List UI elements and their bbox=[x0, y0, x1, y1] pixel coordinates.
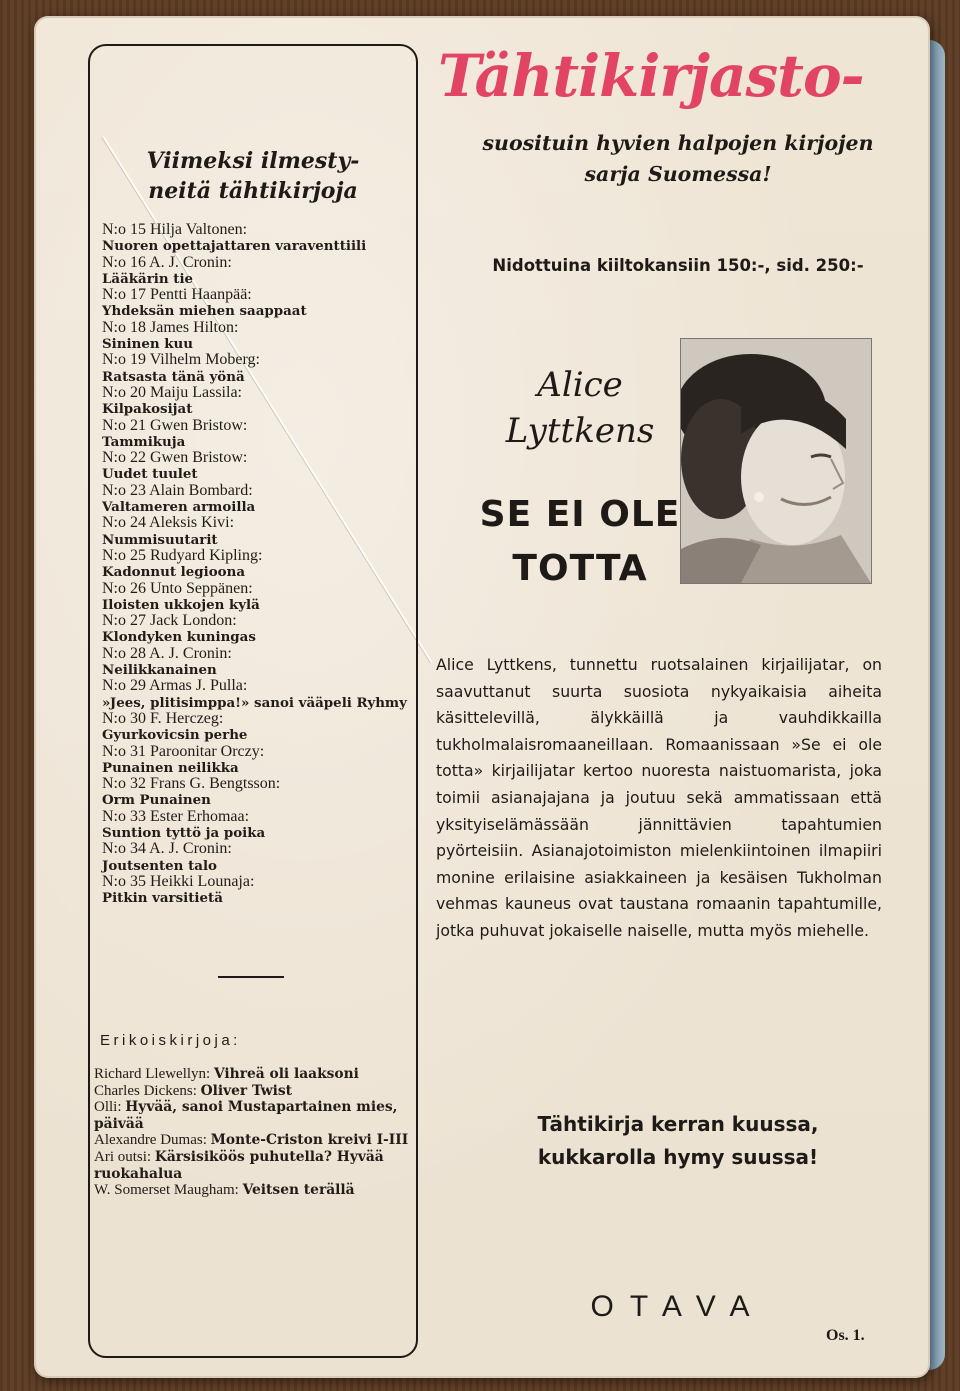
special-book-item bbox=[94, 1132, 410, 1149]
book-list-title: Pitkin varsitietä bbox=[102, 890, 223, 907]
book-list-number-author: N:o 23 Alain Bombard: bbox=[102, 481, 253, 499]
book-list-item bbox=[102, 352, 412, 385]
book-list-item bbox=[102, 841, 412, 874]
special-book-title: Hyvää, sanoi Mustapartainen mies, päivää bbox=[94, 1099, 398, 1132]
book-list-number-author: N:o 17 Pentti Haanpää: bbox=[102, 286, 252, 304]
special-book-title: Oliver Twist bbox=[200, 1082, 293, 1099]
book-list-title: Tammikuja bbox=[102, 433, 186, 450]
book-list-number-author: N:o 32 Frans G. Bengtsson: bbox=[102, 775, 281, 793]
book-list-title: Punainen neilikka bbox=[102, 759, 239, 776]
book-title-line1: SE EI OLE bbox=[479, 494, 681, 535]
book-list-title: Klondyken kuningas bbox=[102, 629, 256, 646]
special-book-title: Veitsen terällä bbox=[242, 1182, 355, 1199]
book-list-title: Nummisuutarit bbox=[102, 531, 218, 548]
book-list-number-author: N:o 15 Hilja Valtonen: bbox=[102, 221, 248, 238]
book-list-item bbox=[102, 320, 412, 353]
special-book-item bbox=[94, 1099, 410, 1132]
special-books-list bbox=[94, 1066, 410, 1199]
book-title bbox=[450, 488, 710, 596]
book-list-number-author: N:o 31 Paroonitar Orczy: bbox=[102, 742, 265, 760]
book-list-item bbox=[102, 613, 412, 646]
book-list-number-author: N:o 16 A. J. Cronin: bbox=[102, 253, 232, 271]
special-book-item bbox=[94, 1182, 410, 1199]
series-subtitle bbox=[438, 128, 918, 190]
book-list-item bbox=[102, 776, 412, 809]
book-list-title: Gyurkovicsin perhe bbox=[102, 727, 248, 744]
book-list-item bbox=[102, 548, 412, 581]
special-book-author: Charles Dickens: bbox=[94, 1082, 201, 1099]
special-book-author: Ari outsi: bbox=[94, 1148, 155, 1165]
special-books-heading: Erikoiskirjoja: bbox=[100, 1032, 241, 1049]
author-last-name: Lyttkens bbox=[505, 411, 655, 451]
book-list-item bbox=[102, 678, 412, 711]
special-book-item bbox=[94, 1149, 410, 1182]
book-list-item bbox=[102, 744, 412, 777]
series-subtitle-line2: sarja Suomessa! bbox=[584, 162, 772, 186]
book-list-item bbox=[102, 515, 412, 548]
series-slogan bbox=[438, 1108, 918, 1174]
book-list-item bbox=[102, 418, 412, 451]
book-list-title: Orm Punainen bbox=[102, 792, 211, 809]
special-book-author: W. Somerset Maugham: bbox=[94, 1182, 243, 1199]
book-list-number-author: N:o 35 Heikki Lounaja: bbox=[102, 872, 255, 890]
book-list-item bbox=[102, 483, 412, 516]
book-list-number-author: N:o 28 A. J. Cronin: bbox=[102, 644, 232, 662]
book-list-number-author: N:o 26 Unto Seppänen: bbox=[102, 579, 253, 597]
book-list-number-author: N:o 25 Rudyard Kipling: bbox=[102, 546, 263, 564]
book-list-number-author: N:o 20 Maiju Lassila: bbox=[102, 383, 242, 401]
book-list-number-author: N:o 33 Ester Erhomaa: bbox=[102, 807, 250, 825]
author-portrait-image bbox=[681, 339, 871, 583]
book-list-number-author: N:o 30 F. Herczeg: bbox=[102, 709, 224, 727]
special-book-item bbox=[94, 1066, 410, 1083]
book-description: Alice Lyttkens, tunnettu ruotsalainen kirjailijatar, on saavuttanut suurta suosiota nykyaikaisia aiheita käsittelevillä, älykkäillä ja vauhdikkailla tukholmalaisromaaneillaan. Romaanissaan »Se ei ole totta» kirjailijatar kertoo nuoresta naistuomarista, joka toimii asianajajana ja joutuu sekä ammatissaan että yksityiselämässään jännittävien tapahtumien pyörteisiin. Asianajotoimiston mielenkiintoinen ilmapiiri monine erilaisine asiakkaineen ja kesäisen Tukholman vehmas kauneus ovat taustana romaanin tapahtumille, jotka puhuvat jokaiselle naiselle, mutta myös miehelle. bbox=[436, 655, 882, 940]
book-list-title: Neilikkanainen bbox=[102, 662, 217, 679]
book-title-line2: TOTTA bbox=[512, 548, 648, 589]
book-list-title: Yhdeksän miehen saappaat bbox=[102, 303, 307, 320]
book-list-title: Lääkärin tie bbox=[102, 270, 194, 287]
book-list-item bbox=[102, 581, 412, 614]
series-subtitle-line1: suosituin hyvien halpojen kirjojen bbox=[482, 131, 874, 155]
book-list-item bbox=[102, 711, 412, 744]
author-portrait bbox=[680, 338, 872, 584]
recent-books-heading-line1: Viimeksi ilmesty- bbox=[146, 148, 360, 174]
special-book-author: Olli: bbox=[94, 1099, 126, 1116]
book-list-title: Sininen kuu bbox=[102, 336, 193, 353]
recent-books-heading-line2: neitä tähtikirjoja bbox=[148, 178, 358, 204]
special-book-author: Alexandre Dumas: bbox=[94, 1132, 211, 1149]
book-list-number-author: N:o 19 Vilhelm Moberg: bbox=[102, 351, 260, 369]
recent-books-heading bbox=[90, 146, 416, 206]
book-list-number-author: N:o 34 A. J. Cronin: bbox=[102, 840, 232, 858]
book-list-title: Nuoren opettajattaren varaventtiili bbox=[102, 238, 367, 255]
book-author bbox=[470, 362, 690, 454]
slogan-line1: Tähtikirja kerran kuussa, bbox=[537, 1112, 819, 1136]
special-book-title: Kärsisiköös puhutella? Hyvää ruokahalua bbox=[94, 1148, 384, 1182]
recent-books-box bbox=[88, 44, 418, 1358]
book-list-number-author: N:o 18 James Hilton: bbox=[102, 318, 239, 336]
book-list-title: Kilpakosijat bbox=[102, 401, 193, 418]
recent-books-list bbox=[102, 222, 412, 906]
book-list-item bbox=[102, 385, 412, 418]
book-list-item bbox=[102, 646, 412, 679]
book-list-title: »Jees, plitisimppa!» sanoi vääpeli Ryhmy bbox=[102, 694, 407, 711]
special-book-title: Vihreä oli laaksoni bbox=[213, 1066, 359, 1082]
author-first-name: Alice bbox=[537, 365, 623, 405]
publisher-name: OTAVA bbox=[590, 1290, 766, 1323]
book-list-number-author: N:o 21 Gwen Bristow: bbox=[102, 416, 248, 434]
book-list-item bbox=[102, 255, 412, 288]
book-list-title: Uudet tuulet bbox=[102, 466, 198, 483]
book-list-title: Suntion tyttö ja poika bbox=[102, 824, 266, 841]
book-list-title: Valtameren armoilla bbox=[102, 499, 256, 516]
special-book-author: Richard Llewellyn: bbox=[94, 1066, 214, 1082]
book-list-item bbox=[102, 809, 412, 842]
book-list-item bbox=[102, 222, 412, 255]
book-list-number-author: N:o 27 Jack London: bbox=[102, 612, 237, 630]
slogan-line2: kukkarolla hymy suussa! bbox=[537, 1145, 819, 1169]
book-back-cover bbox=[34, 16, 930, 1378]
price-line: Nidottuina kiiltokansiin 150:-, sid. 250:- bbox=[492, 256, 864, 275]
book-list-number-author: N:o 24 Aleksis Kivi: bbox=[102, 514, 235, 532]
series-title: Tähtikirjasto- bbox=[438, 42, 864, 110]
book-list-title: Joutsenten talo bbox=[102, 857, 217, 874]
series-code: Os. 1. bbox=[826, 1327, 865, 1344]
book-list-item bbox=[102, 450, 412, 483]
book-list-title: Iloisten ukkojen kylä bbox=[102, 596, 260, 613]
book-list-number-author: N:o 22 Gwen Bristow: bbox=[102, 449, 248, 467]
book-list-item bbox=[102, 874, 412, 907]
special-book-item bbox=[94, 1083, 410, 1100]
book-list-title: Ratsasta tänä yönä bbox=[102, 368, 245, 385]
special-book-title: Monte-Criston kreivi I-III bbox=[210, 1132, 409, 1149]
book-list-item bbox=[102, 287, 412, 320]
book-list-title: Kadonnut legioona bbox=[102, 564, 245, 581]
book-list-number-author: N:o 29 Armas J. Pulla: bbox=[102, 677, 248, 695]
list-divider bbox=[218, 976, 284, 978]
